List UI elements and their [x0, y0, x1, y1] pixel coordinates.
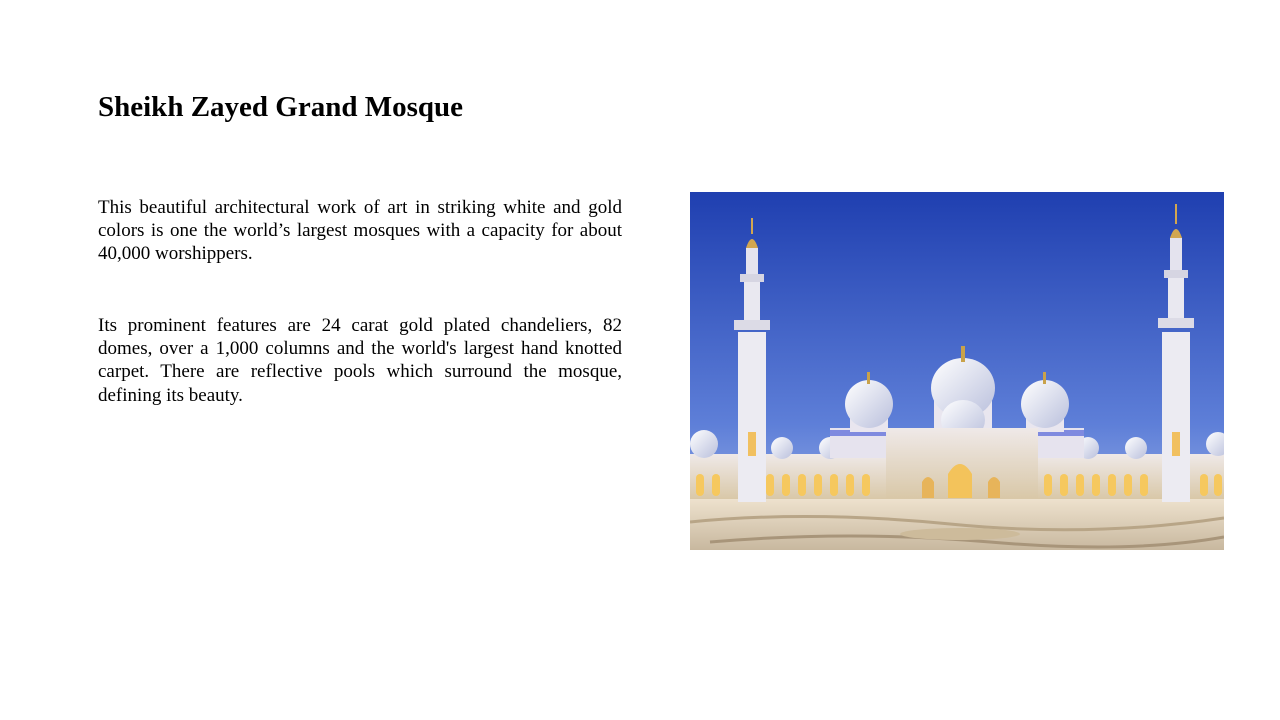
- mosque-photo: [690, 192, 1224, 550]
- body-paragraph-1: This beautiful architectural work of art in striking white and gold colors is one the world’s largest mosques with a capacity for about 40,000 worshippers.: [98, 197, 622, 265]
- body-paragraph-2: Its prominent features are 24 carat gold plated chandeliers, 82 domes, over a 1,000 columns and the world's largest hand knotted carpet. There are reflective pools which surround the mosque, defining its beauty.: [98, 315, 622, 406]
- slide-title: Sheikh Zayed Grand Mosque: [98, 91, 464, 123]
- mosque-illustration: [690, 192, 1224, 550]
